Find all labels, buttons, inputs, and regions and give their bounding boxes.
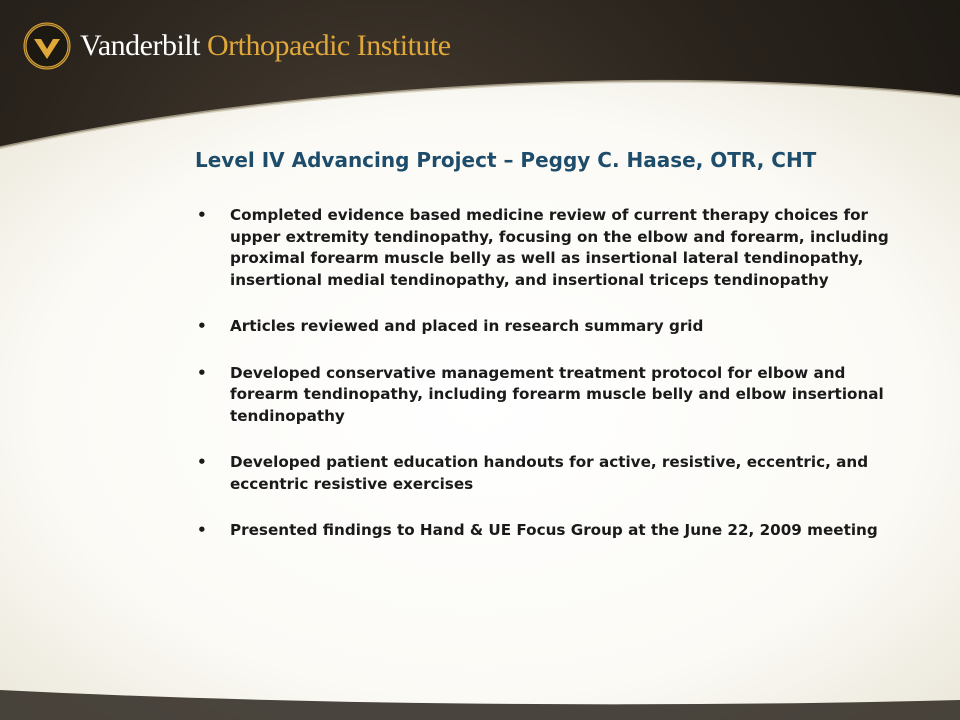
bullet-item xyxy=(195,205,895,291)
logo-word-institute: Orthopaedic Institute xyxy=(206,29,451,62)
bullet-dot-icon: • xyxy=(197,206,207,224)
bullet-item xyxy=(195,520,895,542)
bullet-text: Articles reviewed and placed in research summary grid xyxy=(230,317,704,335)
bullet-dot-icon: • xyxy=(197,363,207,382)
bullet-dot-icon: • xyxy=(197,317,207,335)
header-logo[interactable] xyxy=(22,22,451,70)
bullet-list xyxy=(195,205,895,542)
logo-wordmark xyxy=(80,29,451,63)
bullet-dot-icon: • xyxy=(197,521,207,539)
bullet-item xyxy=(195,363,895,428)
bullet-text: Developed conservative management treatment protocol for elbow and forearm tendinopathy, including forearm muscle belly and elbow insertional tendinopathy xyxy=(230,363,884,425)
bullet-text: Completed evidence based medicine review of current therapy choices for upper extremity tendinopathy, focusing on the elbow and forearm, including proximal forearm muscle belly as well as insertional lateral tendinopathy, insertional medial tendinopathy, and insertional triceps tendinopathy xyxy=(230,206,889,289)
slide-content xyxy=(195,148,895,567)
logo-word-vanderbilt: Vanderbilt xyxy=(80,29,200,62)
bullet-text: Presented findings to Hand & UE Focus Group at the June 22, 2009 meeting xyxy=(230,521,878,539)
bullet-text: Developed patient education handouts for active, resistive, eccentric, and eccentric resistive exercises xyxy=(230,453,869,493)
vanderbilt-logo-icon xyxy=(22,21,72,71)
bullet-item xyxy=(195,452,895,495)
bullet-dot-icon: • xyxy=(197,453,207,471)
bullet-item xyxy=(195,316,895,338)
slide-title: Level IV Advancing Project – Peggy C. Haase, OTR, CHT xyxy=(195,148,817,172)
